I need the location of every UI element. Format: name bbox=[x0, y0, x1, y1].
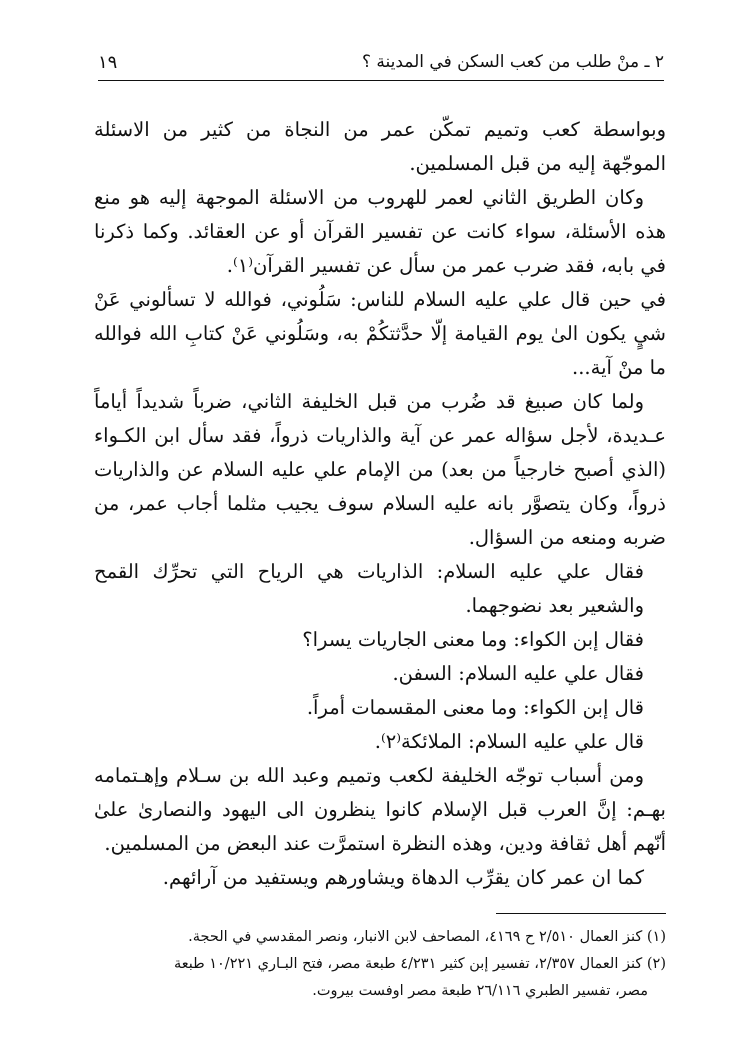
main-text bbox=[94, 113, 666, 895]
paragraph: كما ان عمر كان يقرِّب الدهاة ويشاورهم ويستفيد من آرائهم. bbox=[162, 866, 644, 889]
footnote-divider bbox=[496, 913, 666, 914]
chapter-title: ٢ ـ منْ طلب من كعب السكن في المدينة ؟ bbox=[361, 52, 664, 72]
dialogue-line: قال علي عليه السلام: الملائكة⁽٢⁾. bbox=[374, 730, 644, 753]
page-number: ١٩ bbox=[98, 52, 118, 73]
dialogue-line: فقال علي عليه السلام: الذاريات هي الرياح التي تحرِّك القمح والشعير بعد نضوجهما. bbox=[94, 560, 644, 617]
running-header bbox=[98, 46, 664, 81]
paragraph: ومن أسباب توجّه الخليفة لكعب وتميم وعبد الله بن سـلام وإهـتمامه بهـم: إنَّ العرب قبل الإسلام كانوا ينظرون الى اليهود والنصارىٰ علىٰ أنّهم أهل ثقافة ودين، وهذه النظرة استمرَّت عند البعض من المسلمين. bbox=[94, 764, 666, 855]
dialogue-line: قال إبن الكواء: وما معنى المقسمات أمراً. bbox=[306, 696, 644, 719]
paragraph: وبواسطة كعب وتميم تمكّن عمر من النجاة من كثير من الاسئلة الموجّهة إليه من قبل المسلمين. bbox=[94, 118, 666, 175]
paragraph: ولما كان صبيغ قد ضُرب من قبل الخليفة الثاني، ضرباً شديداً أياماً عـديدة، لأجل سؤاله عمر عن آية والذاريات ذرواً، فقد سأل ابن الكـواء (الذي أصبح خارجياً من بعد) من الإمام علي عليه السلام عن والذاريات ذرواً، وكان يتصوَّر بانه عليه السلام سوف يجيب مثلما أجاب عمر، من ضربه ومنعه من السؤال. bbox=[94, 390, 666, 549]
footnote: (١) كنز العمال ٢/٥١٠ ح ٤١٦٩، المصاحف لابن الانبار، ونصر المقدسي في الحجة. bbox=[188, 929, 666, 945]
dialogue-line: فقال علي عليه السلام: السفن. bbox=[392, 662, 644, 685]
footnotes bbox=[94, 924, 666, 1005]
dialogue-line: فقال إبن الكواء: وما معنى الجاريات يسرا؟ bbox=[302, 628, 644, 651]
footnote-continuation: مصر، تفسير الطبري ٢٦/١١٦ طبعة مصر اوفست بيروت. bbox=[312, 983, 648, 999]
footnote: (٢) كنز العمال ٢/٣٥٧، تفسير إبن كثير ٤/٢٣١ طبعة مصر، فتح البـاري ١٠/٢٢١ طبعة bbox=[173, 956, 666, 972]
paragraph: وكان الطريق الثاني لعمر للهروب من الاسئلة الموجهة إليه هو منع هذه الأسئلة، سواء كانت عن تفسير القرآن أو عن العقائد. وكما ذكرنا في بابه، فقد ضرب عمر من سأل عن تفسير القرآن⁽١⁾. bbox=[94, 186, 666, 277]
paragraph: في حين قال علي عليه السلام للناس: سَلُوني، فوالله لا تسألوني عَنْ شيٍ يكون الىٰ يوم القيامة إلّا حدَّثتكُمْ به، وسَلُوني عَنْ كتابِ الله فوالله ما منْ آية... bbox=[94, 288, 666, 379]
